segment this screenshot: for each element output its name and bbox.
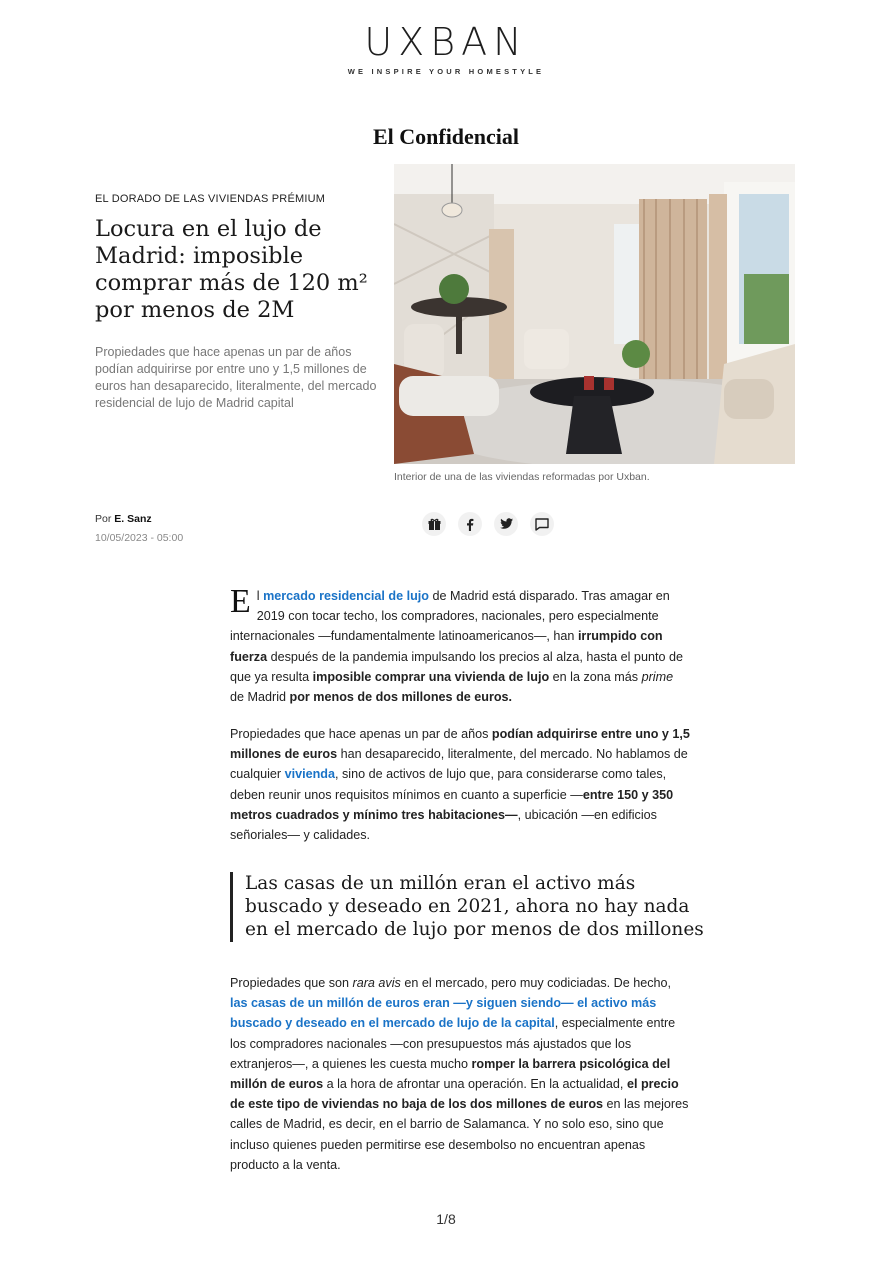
italic-text: rara avis: [352, 976, 401, 990]
article-photo: [394, 164, 795, 464]
twitter-share-button[interactable]: [494, 512, 518, 536]
paragraph-1: [230, 583, 690, 707]
living-room-illustration: [394, 164, 795, 464]
text: después de la pandemia impulsando los precios al alza, hasta el punto de que ya resulta: [230, 649, 683, 684]
brand-logo: [0, 22, 892, 76]
author-link[interactable]: E. Sanz: [114, 513, 152, 525]
text: a la hora de afrontar una operación. En la actualidad,: [323, 1077, 627, 1092]
text: , sino de activos de lujo que, para considerarse como tales, deben reunir unos requisitos mínimos en cuanto a superficie —: [230, 767, 667, 802]
text: Propiedades que hace apenas un par de años: [230, 727, 492, 741]
text: Propiedades que son: [230, 976, 353, 990]
link-casas-millon[interactable]: las casas de un millón de euros eran —y siguen siendo— el activo más buscado y deseado en el mercado de lujo de la capital: [230, 996, 657, 1031]
page-number: 1/8: [436, 1211, 456, 1227]
bold-text: el precio de este tipo de viviendas no baja de los dos millones de euros: [230, 1077, 679, 1112]
text: en el mercado, pero muy codiciadas. De hecho,: [400, 976, 672, 990]
text: en la zona más: [549, 669, 642, 684]
text: , especialmente entre los compradores nacionales —con presupuestos más ajustados que los extranjeros—, a quienes les cuesta mucho: [230, 1016, 676, 1071]
text: en las mejores calles de Madrid, es decir, en el barrio de Salamanca. Y no solo eso, sino que incluso quienes pueden permitirse ese desembolso no encuentran apenas producto a la venta.: [230, 1097, 689, 1172]
text: l: [256, 589, 264, 603]
italic-text: prime: [641, 669, 674, 684]
text: de Madrid está disparado. Tras amagar en 2019 con tocar techo, los compradores, nacionales, pero especialmente internacionales —fundamentalmente latinoamericanos—, han: [230, 589, 670, 644]
byline-prefix: Por: [95, 513, 112, 525]
drop-cap: E: [230, 583, 251, 620]
text: han desaparecido, literalmente, del mercado. No hablamos de cualquier: [230, 747, 688, 782]
pull-quote: Las casas de un millón eran el activo más buscado y deseado en 2021, ahora no hay nada en el mercado de lujo por menos de dos millones: [230, 872, 705, 942]
twitter-icon: [500, 518, 513, 530]
link-vivienda[interactable]: vivienda: [284, 767, 336, 782]
bold-text: por menos de dos millones de euros.: [289, 690, 513, 705]
article-kicker: EL DORADO DE LAS VIVIENDAS PRÉMIUM: [95, 193, 326, 205]
photo-caption: Interior de una de las viviendas reformadas por Uxban.: [394, 471, 650, 483]
publish-date: 10/05/2023 - 05:00: [95, 532, 184, 544]
bold-text: irrumpido con fuerza: [230, 629, 663, 664]
bold-text: podían adquirirse entre uno y 1,5 millones de euros: [230, 727, 690, 762]
facebook-icon: [464, 518, 476, 531]
facebook-share-button[interactable]: [458, 512, 482, 536]
bold-text: imposible comprar una vivienda de lujo: [312, 669, 550, 684]
publisher-name: El Confidencial: [372, 124, 520, 149]
bold-text: entre 150 y 350 metros cuadrados y mínimo tres habitaciones—: [230, 787, 674, 822]
link-mercado-residencial[interactable]: mercado residencial de lujo: [263, 589, 429, 603]
article-headline: Locura en el lujo de Madrid: imposible comprar más de 120 m² por menos de 2M: [95, 216, 368, 323]
comment-icon: [535, 518, 549, 531]
paragraph-3: [230, 973, 690, 1175]
comments-button[interactable]: [530, 512, 554, 536]
text: de Madrid: [230, 690, 290, 705]
gift-button[interactable]: [422, 512, 446, 536]
brand-name: UXBAN: [364, 20, 528, 64]
bold-text: romper la barrera psicológica del millón de euros: [230, 1056, 671, 1092]
brand-tagline: WE INSPIRE YOUR HOMESTYLE: [347, 67, 545, 76]
paragraph-2: [230, 724, 690, 845]
gift-icon: [428, 518, 441, 531]
text: , ubicación —en edificios señoriales— y calidades.: [230, 807, 657, 843]
byline: [95, 513, 152, 525]
article-dek: Propiedades que hace apenas un par de años podían adquirirse por entre uno y 1,5 millones de euros han desaparecido, literalmente, del mercado residencial de lujo de Madrid capital: [95, 345, 377, 410]
